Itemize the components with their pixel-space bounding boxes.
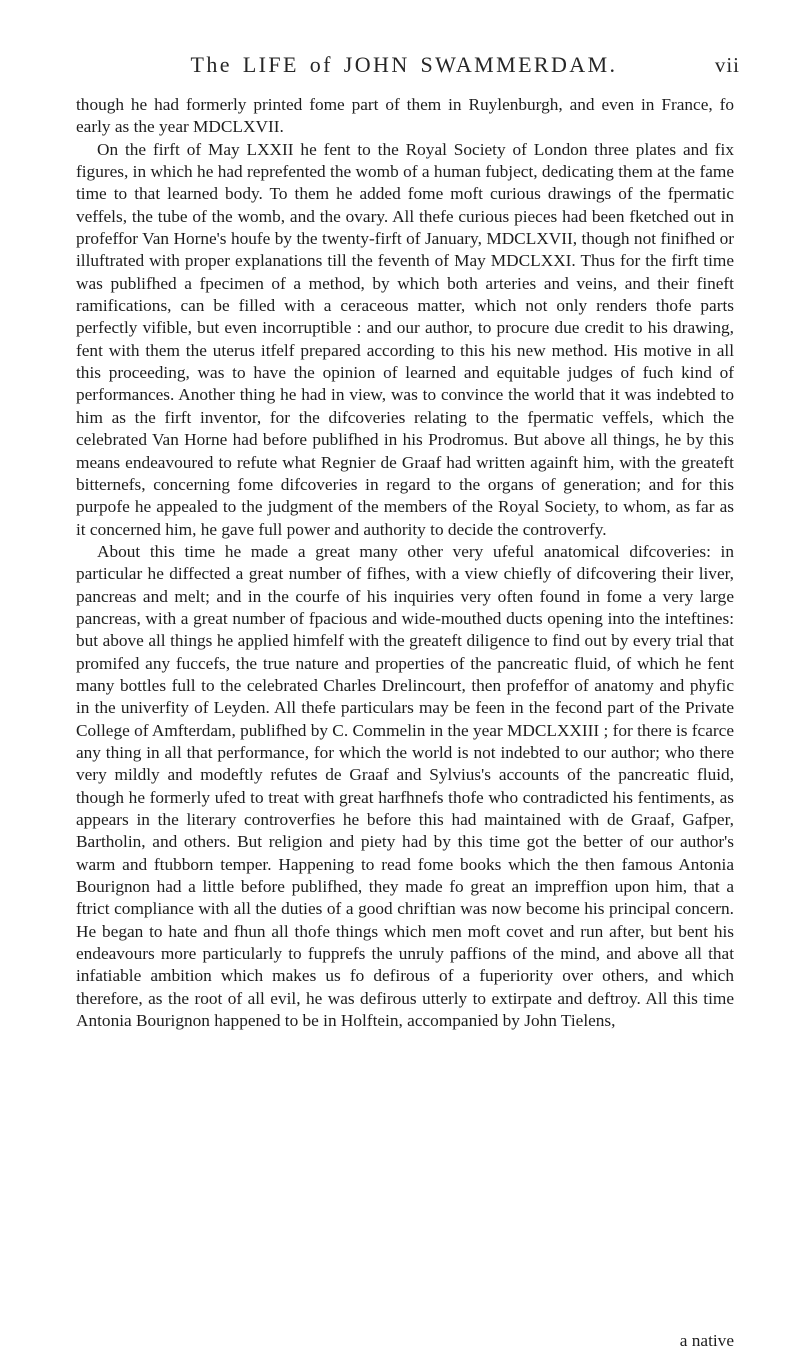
paragraph: though he had formerly printed fome part of them in Ruylenburgh, and even in France, fo early as the year MDCLXVII. — [76, 95, 734, 137]
page-number: vii — [714, 53, 740, 77]
catchword: a native — [679, 1331, 734, 1350]
body-text — [76, 94, 734, 1032]
running-head-title: The LIFE of JOHN SWAMMERDAM. — [190, 52, 618, 77]
running-head — [74, 52, 740, 82]
paragraph: On the firft of May LXXII he fent to the Royal Society of London three plates and fix figures, in which he had reprefented the womb of a human fubject, dedicating them at the fame time to that learned body. To them he added fome moft curious drawings of the fpermatic veffels, the tube of the womb, and the ovary. All thefe curious pieces had been fketched out in profeffor Van Horne's houfe by the twenty-firft of January, MDCLXVII, though not finifhed or illuftrated with proper explanations till the feventh of May MDCLXXI. Thus for the firft time was publifhed a fpecimen of a method, by which both arteries and veins, and their fineft ramifications, can be filled with a ceraceous matter, which not only renders thofe parts perfectly vifible, but even incorruptible : and our author, to procure due credit to his drawing, fent with them the uterus itfelf prepared according to this his new method. His motive in all this proceeding, was to have the opinion of learned and equitable judges of fuch kind of performances. Another thing he had in view, was to convince the world that it was indebted to him as the firft inventor, for the difcoveries relating to the fpermatic veffels, which the celebrated Van Horne had before publifhed in his Prodromus. But above all things, he by this means endeavoured to refute what Regnier de Graaf had written againft him, with the greateft bitternefs, concerning fome difcoveries in regard to the organs of generation; and for this purpofe he appealed to the judgment of the members of the Royal Society, to whom, as far as it concerned him, he gave full power and authority to decide the controverfy. — [76, 139, 734, 539]
paragraph: About this time he made a great many other very ufeful anatomical difcoveries: in particular he diffected a great number of fifhes, with a view chiefly of difcovering their liver, pancreas and melt; and in the courfe of his inquiries very often found in fome a very large pancreas, with a great number of fpacious and wide-mouthed ducts opening into the inteftines: but above all things he applied himfelf with the greateft diligence to find out by every trial that promifed any fuccefs, the true nature and properties of the pancreatic fluid, of which he fent many bottles full to the celebrated Charles Drelincourt, then profeffor of anatomy and phyfic in the univerfity of Leyden. All thefe particulars may be feen in the fecond part of the Private College of Amfterdam, publifhed by C. Commelin in the year MDCLXXIII ; for there is fcarce any thing in all that performance, for which the world is not indebted to our author; who there very mildly and modeftly refutes de Graaf and Sylvius's accounts of the pancreatic fluid, though he formerly ufed to treat with great harfhnefs thofe who contradicted his fentiments, as appears in the literary controverfies he before this had maintained with de Graaf, Gafper, Bartholin, and others. But religion and piety had by this time got the better of our author's warm and ftubborn temper. Happening to read fome books which the then famous Antonia Bourignon had a little before publifhed, they made fo great an impreffion upon him, that a ftrict compliance with all the duties of a good chriftian was now become his principal concern. He began to hate and fhun all thofe things which men moft covet and run after, but bent his endeavours more particularly to fupprefs the unruly paffions of the mind, and above all that infatiable ambition which makes us fo defirous of a fuperiority over others, and which therefore, as the root of all evil, he was defirous utterly to extirpate and deftroy. All this time Antonia Bourignon happened to be in Holftein, accompanied by John Tielens, — [76, 541, 734, 1031]
